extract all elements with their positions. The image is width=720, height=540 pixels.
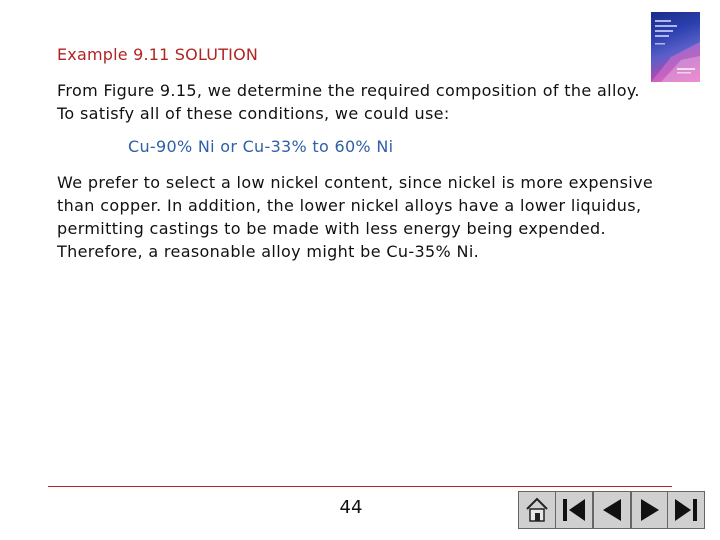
- next-slide-button[interactable]: [631, 491, 669, 529]
- previous-slide-icon: [598, 495, 626, 525]
- home-icon: [524, 495, 550, 525]
- footer-divider: [48, 486, 672, 487]
- solution-paragraph-2: We prefer to select a low nickel content, since nickel is more expensive than copper. In addition, the lower nickel alloys have a lower liquidus, permitting castings to be made with less energy being expended. Therefore, a reasonable alloy might be Cu-35% Ni.: [57, 173, 654, 261]
- first-slide-icon: [560, 495, 588, 525]
- slide-title: Example 9.11 SOLUTION: [57, 45, 259, 64]
- book-cover-image: [651, 12, 700, 82]
- previous-slide-button[interactable]: [593, 491, 631, 529]
- next-slide-icon: [636, 495, 664, 525]
- home-button[interactable]: [518, 491, 556, 529]
- first-slide-button[interactable]: [555, 491, 593, 529]
- page-number: 44: [339, 497, 363, 518]
- last-slide-button[interactable]: [667, 491, 705, 529]
- last-slide-icon: [672, 495, 700, 525]
- solution-paragraph-1: From Figure 9.15, we determine the required composition of the alloy. To satisfy all of these conditions, we could use:: [57, 81, 640, 123]
- alloy-options: Cu-90% Ni or Cu-33% to 60% Ni: [128, 137, 394, 156]
